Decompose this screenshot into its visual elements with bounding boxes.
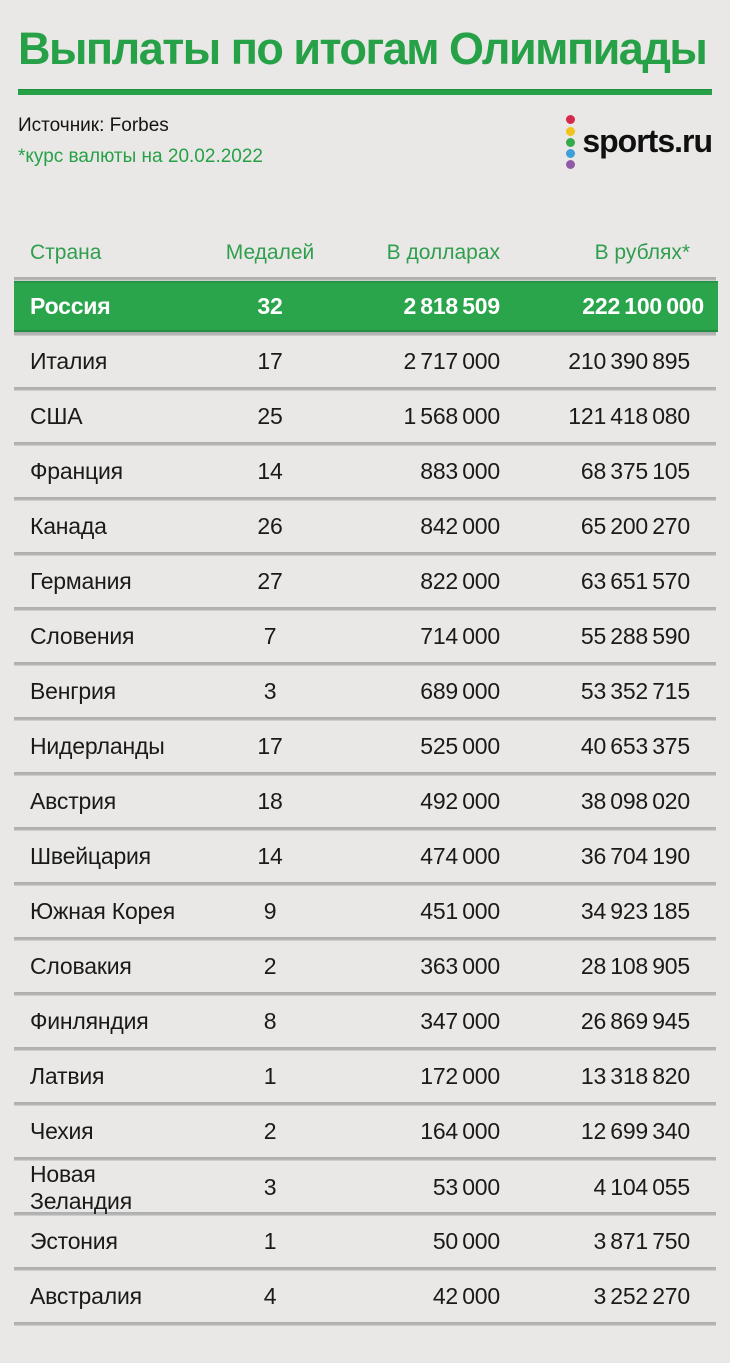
dollars-cell: 842 000 — [420, 512, 500, 539]
table-row — [14, 1106, 716, 1157]
medals-cell: 14 — [257, 842, 283, 869]
table-row — [14, 556, 716, 607]
rubles-cell: 222 100 000 — [582, 292, 704, 319]
rubles-cell: 121 418 080 — [568, 402, 690, 429]
dollars-cell: 451 000 — [420, 897, 500, 924]
dollars-cell: 822 000 — [420, 567, 500, 594]
country-cell: Франция — [30, 457, 123, 484]
dollars-cell: 53 000 — [432, 1174, 500, 1201]
country-cell: Венгрия — [30, 677, 116, 704]
medals-cell: 25 — [257, 402, 283, 429]
dollars-cell: 172 000 — [420, 1062, 500, 1089]
rubles-cell: 65 200 270 — [580, 512, 690, 539]
dollars-cell: 714 000 — [420, 622, 500, 649]
country-cell: Латвия — [30, 1062, 105, 1089]
rubles-cell: 53 352 715 — [580, 677, 690, 704]
medals-cell: 3 — [263, 677, 277, 704]
country-cell: Швейцария — [30, 842, 151, 869]
table-row — [14, 1216, 716, 1267]
medals-cell: 2 — [263, 1117, 277, 1144]
country-cell: Австрия — [30, 787, 117, 814]
dollars-cell: 2 818 509 — [403, 292, 500, 319]
table-row — [14, 666, 716, 717]
medals-cell: 18 — [257, 787, 283, 814]
rubles-cell: 12 699 340 — [580, 1117, 690, 1144]
payouts-table — [14, 229, 716, 1326]
meta-text — [18, 115, 263, 168]
rubles-cell: 210 390 895 — [568, 347, 690, 374]
country-cell: Финляндия — [30, 1007, 149, 1034]
table-row — [14, 611, 716, 662]
table-row — [14, 391, 716, 442]
sportsru-logo — [566, 115, 712, 169]
medals-cell: 14 — [257, 457, 283, 484]
country-cell: Словения — [30, 622, 135, 649]
table-row — [14, 446, 716, 497]
country-cell: США — [30, 402, 83, 429]
table-row — [14, 1271, 716, 1322]
table-body — [14, 277, 716, 1326]
dollars-cell: 42 000 — [432, 1282, 500, 1309]
country-cell: Нидерланды — [30, 732, 165, 759]
dollars-cell: 492 000 — [420, 787, 500, 814]
sportsru-wordmark: sports.ru — [582, 123, 712, 160]
country-cell: Эстония — [30, 1227, 118, 1254]
dollars-cell: 689 000 — [420, 677, 500, 704]
table-row — [14, 281, 718, 332]
table-row — [14, 831, 716, 882]
rubles-cell: 34 923 185 — [580, 897, 690, 924]
country-cell: Чехия — [30, 1117, 94, 1144]
table-row — [14, 996, 716, 1047]
table-row — [14, 721, 716, 772]
rubles-cell: 40 653 375 — [580, 732, 690, 759]
logo-dot — [566, 149, 575, 158]
rubles-cell: 63 651 570 — [580, 567, 690, 594]
country-cell: Южная Корея — [30, 897, 175, 924]
medals-cell: 1 — [263, 1062, 277, 1089]
country-cell: Италия — [30, 347, 108, 374]
rubles-cell: 38 098 020 — [580, 787, 690, 814]
dollars-cell: 363 000 — [420, 952, 500, 979]
dollars-cell: 2 717 000 — [403, 347, 500, 374]
logo-dot — [566, 138, 575, 147]
title-divider — [18, 89, 712, 95]
dollars-cell: 50 000 — [432, 1227, 500, 1254]
sportsru-dots-icon — [566, 115, 575, 169]
table-header-row — [14, 229, 716, 277]
table-row — [14, 501, 716, 552]
medals-cell: 7 — [263, 622, 277, 649]
dollars-cell: 1 568 000 — [403, 402, 500, 429]
source-label: Источник: Forbes — [18, 115, 169, 137]
dollars-cell: 525 000 — [420, 732, 500, 759]
table-row — [14, 941, 716, 992]
rubles-cell: 36 704 190 — [580, 842, 690, 869]
column-header-medals: Медалей — [225, 240, 315, 264]
meta-row — [18, 115, 712, 169]
table-row — [14, 1051, 716, 1102]
medals-cell: 9 — [263, 897, 277, 924]
table-row — [14, 776, 716, 827]
medals-cell: 2 — [263, 952, 277, 979]
rubles-cell: 68 375 105 — [580, 457, 690, 484]
dollars-cell: 164 000 — [420, 1117, 500, 1144]
medals-cell: 27 — [257, 567, 283, 594]
page-title: Выплаты по итогам Олимпиады — [18, 23, 707, 74]
table-row — [14, 886, 716, 937]
column-header-rubles: В рублях* — [594, 240, 690, 264]
logo-dot — [566, 115, 575, 124]
dollars-cell: 474 000 — [420, 842, 500, 869]
column-header-dollars: В долларах — [386, 240, 500, 264]
country-cell: Новая Зеландия — [30, 1160, 132, 1214]
medals-cell: 8 — [263, 1007, 277, 1034]
logo-dot — [566, 160, 575, 169]
medals-cell: 4 — [263, 1282, 277, 1309]
rubles-cell: 4 104 055 — [593, 1174, 690, 1201]
dollars-cell: 347 000 — [420, 1007, 500, 1034]
row-separator — [14, 1322, 716, 1326]
medals-cell: 3 — [263, 1174, 277, 1201]
column-header-country: Страна — [30, 240, 102, 264]
country-cell: Россия — [30, 292, 111, 319]
rubles-cell: 3 252 270 — [593, 1282, 690, 1309]
country-cell: Австралия — [30, 1282, 142, 1309]
country-cell: Германия — [30, 567, 132, 594]
rubles-cell: 26 869 945 — [580, 1007, 690, 1034]
logo-dot — [566, 127, 575, 136]
country-cell: Канада — [30, 512, 107, 539]
medals-cell: 32 — [257, 292, 283, 319]
medals-cell: 1 — [263, 1227, 277, 1254]
dollars-cell: 883 000 — [420, 457, 500, 484]
rubles-cell: 28 108 905 — [580, 952, 690, 979]
table-row — [14, 336, 716, 387]
medals-cell: 17 — [257, 347, 283, 374]
country-cell: Словакия — [30, 952, 132, 979]
rubles-cell: 3 871 750 — [593, 1227, 690, 1254]
rubles-cell: 13 318 820 — [580, 1062, 690, 1089]
table-row — [14, 1161, 716, 1212]
medals-cell: 17 — [257, 732, 283, 759]
currency-rate-note: *курс валюты на 20.02.2022 — [18, 146, 263, 168]
medals-cell: 26 — [257, 512, 283, 539]
rubles-cell: 55 288 590 — [580, 622, 690, 649]
